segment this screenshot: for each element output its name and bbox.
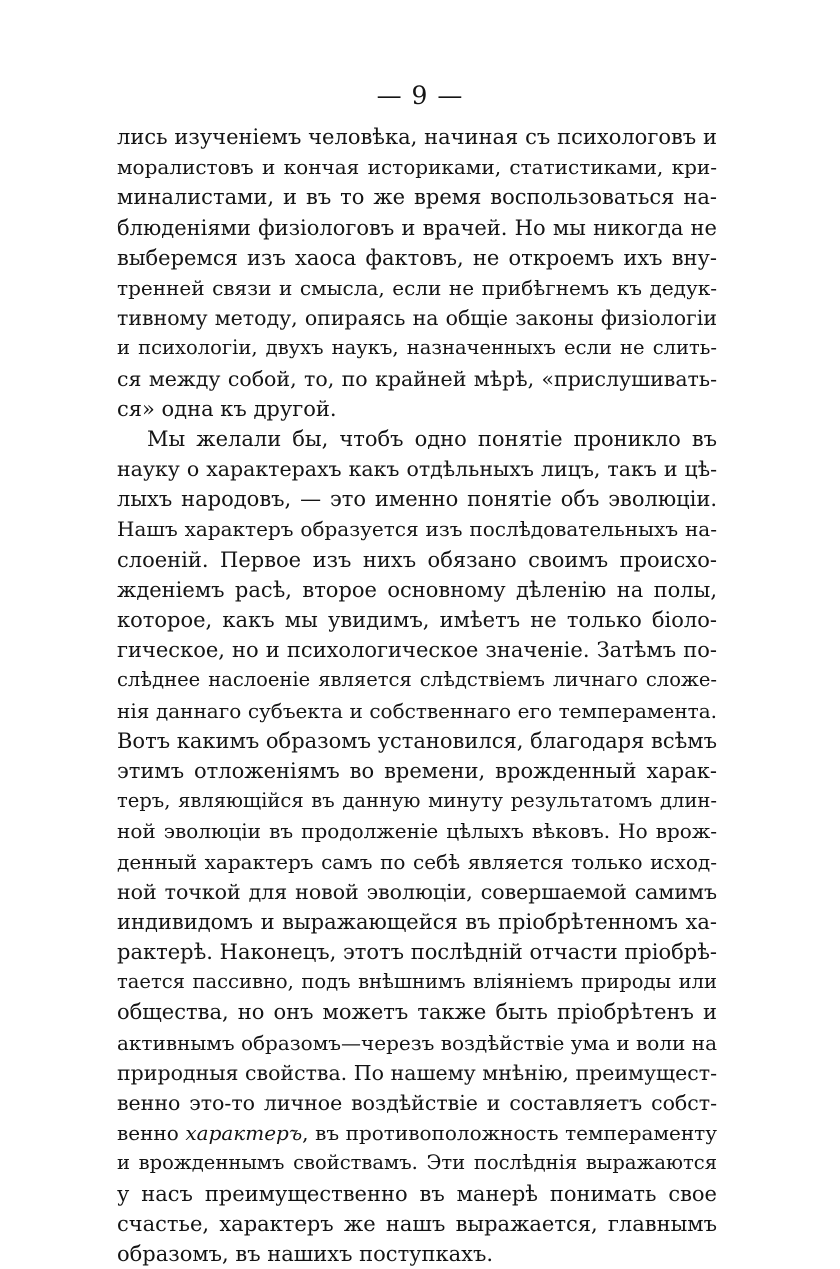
text-line: Вотъ какимъ образомъ установился, благодаря всѣмъ — [117, 728, 717, 753]
text-line: науку о характерахъ какъ отдѣльныхъ лицъ, такъ и цѣ- — [117, 457, 717, 482]
text-line: рактерѣ. Наконецъ, этотъ послѣдній отчасти пріобрѣ- — [117, 940, 717, 965]
text-line: Мы желали бы, чтобъ одно понятіе проникло въ — [147, 426, 717, 451]
text-line: лыхъ народовъ, — это именно понятіе объ эволюціи. — [117, 487, 717, 512]
text-line: и врожденнымъ свойствамъ. Эти послѣднія выражаются — [117, 1151, 717, 1175]
text-line: которое, какъ мы увидимъ, имѣетъ не только біоло- — [117, 608, 717, 632]
text-line: денный характеръ самъ по себѣ является только исход- — [117, 849, 717, 874]
text-line: гическое, но и психологическое значеніе. Затѣмъ по- — [117, 638, 717, 663]
text-line: тренней связи и смысла, если не прибѣгнемъ къ дедук- — [117, 275, 717, 300]
text-line: нія даннаго субъекта и собственнаго его темперамента. — [117, 698, 717, 723]
text-line: Нашъ характеръ образуется изъ послѣдовательныхъ на- — [117, 517, 717, 542]
body-text — [117, 122, 717, 1269]
text-line: блюденіями физіологовъ и врачей. Но мы никогда не — [117, 215, 717, 240]
text-line: лись изученіемъ человѣка, начиная съ психологовъ и — [117, 125, 717, 149]
text-line: общества, но онъ можетъ также быть пріобрѣтенъ и — [117, 1000, 717, 1025]
text-segment: венно — [117, 1121, 186, 1146]
text-line: слѣднее наслоеніе является слѣдствіемъ личнаго сложе- — [117, 668, 717, 692]
italic-term: характеръ — [185, 1121, 303, 1146]
text-line: природныя свойства. По нашему мнѣнію, преимущест- — [117, 1060, 717, 1085]
text-line: жденіемъ расѣ, второе основному дѣленію на полы, — [117, 577, 717, 602]
paragraph-1 — [117, 122, 717, 424]
text-line: счастье, характеръ же нашъ выражается, главнымъ — [117, 1211, 717, 1236]
text-line: слоеній. Первое изъ нихъ обязано своимъ происхо- — [117, 547, 717, 572]
text-line: венно это-то личное воздѣйствіе и составляетъ собст- — [117, 1091, 717, 1115]
text-line: активнымъ образомъ—черезъ воздѣйствіе ума и воли на — [117, 1030, 717, 1055]
paragraph-2 — [117, 424, 717, 1269]
text-line: индивидомъ и выражающейся въ пріобрѣтенномъ ха- — [117, 909, 717, 934]
text-line: тается пассивно, подъ внѣшнимъ вліяніемъ природы или — [117, 970, 717, 994]
text-line: ся» одна къ другой. — [117, 396, 337, 421]
text-line: моралистовъ и кончая историками, статистиками, кри- — [117, 155, 717, 180]
text-line: миналистами, и въ то же время воспользоваться на- — [117, 185, 717, 210]
page-number: — 9 — — [376, 81, 464, 110]
text-line: тивному методу, опираясь на общіе законы физіологіи — [117, 306, 717, 331]
text-line: и психологіи, двухъ наукъ, назначенныхъ если не слить- — [117, 336, 717, 360]
text-line: выберемся изъ хаоса фактовъ, не откроемъ ихъ вну- — [117, 245, 717, 270]
text-line: у насъ преимущественно въ манерѣ понимать свое — [117, 1181, 717, 1206]
text-segment: , въ противоположность темпераменту — [302, 1121, 717, 1146]
text-line: ной эволюціи въ продолженіе цѣлыхъ вѣковъ. Но врож- — [117, 819, 717, 844]
text-line: образомъ, въ нашихъ поступкахъ. — [117, 1241, 494, 1266]
text-line: этимъ отложеніямъ во времени, врожденный харак- — [117, 758, 717, 783]
text-line-with-italic — [117, 1118, 717, 1148]
text-line: ной точкой для новой эволюціи, совершаемой самимъ — [117, 879, 717, 904]
text-line: ся между собой, то, по крайней мѣрѣ, «прислушивать- — [117, 366, 717, 391]
text-line: теръ, являющійся въ данную минуту результатомъ длин- — [117, 789, 717, 813]
